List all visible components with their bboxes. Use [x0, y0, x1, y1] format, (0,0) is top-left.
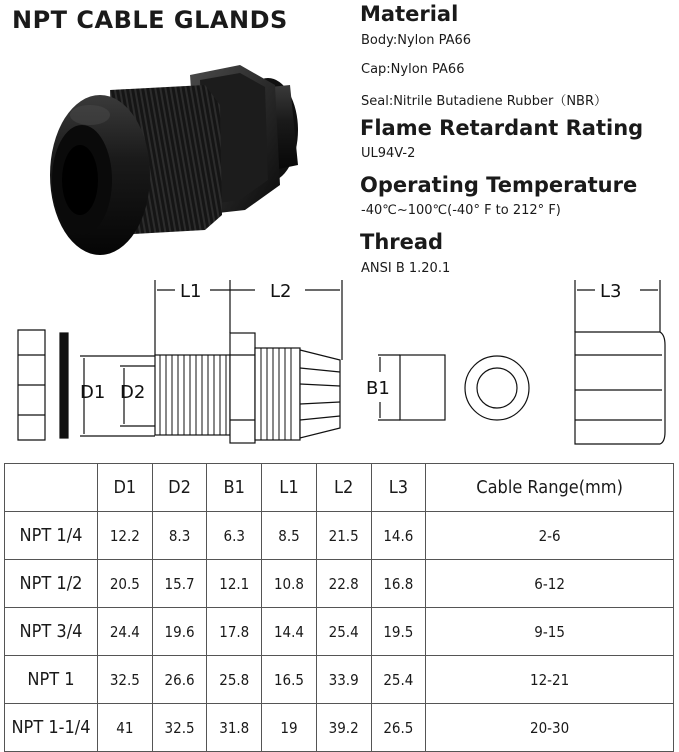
size-cell: NPT 1	[5, 656, 98, 704]
table-cell: 15.7	[152, 560, 207, 608]
table-row	[5, 512, 674, 560]
table-cell: 12.1	[207, 560, 262, 608]
table-cell: 25.8	[207, 656, 262, 704]
table-row	[5, 608, 674, 656]
table-cell: 16.5	[262, 656, 317, 704]
header-cell: L3	[371, 464, 426, 512]
table-cell: 26.6	[152, 656, 207, 704]
table-cell: 6-12	[426, 560, 674, 608]
size-cell: NPT 1/4	[5, 512, 98, 560]
header-cell: L2	[316, 464, 371, 512]
header-cell: L1	[262, 464, 317, 512]
dimension-label-d1: D1	[80, 382, 106, 403]
table-cell: 17.8	[207, 608, 262, 656]
table-cell: 19	[262, 704, 317, 752]
thread-heading: Thread	[360, 230, 444, 254]
table-row	[5, 704, 674, 752]
table-cell: 6.3	[207, 512, 262, 560]
header-cell	[5, 464, 98, 512]
size-cell: NPT 3/4	[5, 608, 98, 656]
page-title: NPT CABLE GLANDS	[12, 6, 288, 34]
table-cell: 25.4	[316, 608, 371, 656]
table-cell: 20.5	[98, 560, 153, 608]
body-material: Body:Nylon PA66	[361, 33, 472, 48]
table-cell: 32.5	[98, 656, 153, 704]
table-cell: 21.5	[316, 512, 371, 560]
table-cell: 8.5	[262, 512, 317, 560]
table-cell: 26.5	[371, 704, 426, 752]
table-cell: 2-6	[426, 512, 674, 560]
dimension-label-l1: L1	[180, 281, 202, 302]
table-cell: 16.8	[371, 560, 426, 608]
temperature-value: -40℃~100℃(-40° F to 212° F)	[361, 203, 561, 218]
table-cell: 19.6	[152, 608, 207, 656]
table-cell: 19.5	[371, 608, 426, 656]
table-cell: 32.5	[152, 704, 207, 752]
flame-value: UL94V-2	[361, 146, 416, 161]
table-header-row	[5, 464, 674, 512]
table-cell: 12-21	[426, 656, 674, 704]
dimension-table	[4, 463, 674, 752]
dimension-label-l2: L2	[270, 281, 292, 302]
header-cell: B1	[207, 464, 262, 512]
table-cell: 25.4	[371, 656, 426, 704]
material-heading: Material	[360, 2, 459, 26]
table-cell: 8.3	[152, 512, 207, 560]
table-cell: 9-15	[426, 608, 674, 656]
size-cell: NPT 1-1/4	[5, 704, 98, 752]
seal-material: Seal:Nitrile Butadiene Rubber（NBR）	[361, 94, 608, 109]
table-cell: 31.8	[207, 704, 262, 752]
dimension-label-d2: D2	[120, 382, 146, 403]
table-row	[5, 656, 674, 704]
dimension-diagram	[0, 270, 679, 470]
header-cell: D1	[98, 464, 153, 512]
flame-heading: Flame Retardant Rating	[360, 116, 644, 140]
thread-value: ANSI B 1.20.1	[361, 261, 451, 276]
table-cell: 20-30	[426, 704, 674, 752]
table-cell: 33.9	[316, 656, 371, 704]
table-cell: 22.8	[316, 560, 371, 608]
size-cell: NPT 1/2	[5, 560, 98, 608]
dimension-label-b1: B1	[366, 378, 390, 399]
header-cell: Cable Range(mm)	[426, 464, 674, 512]
table-cell: 10.8	[262, 560, 317, 608]
header-cell: D2	[152, 464, 207, 512]
dimension-label-l3: L3	[600, 281, 622, 302]
temperature-heading: Operating Temperature	[360, 173, 638, 197]
cap-material: Cap:Nylon PA66	[361, 62, 465, 77]
table-cell: 41	[98, 704, 153, 752]
table-cell: 39.2	[316, 704, 371, 752]
table-cell: 12.2	[98, 512, 153, 560]
table-cell: 24.4	[98, 608, 153, 656]
seal-ring-bar	[60, 333, 68, 438]
table-row	[5, 560, 674, 608]
table-cell: 14.6	[371, 512, 426, 560]
table-cell: 14.4	[262, 608, 317, 656]
cable-gland-photo	[40, 45, 310, 280]
